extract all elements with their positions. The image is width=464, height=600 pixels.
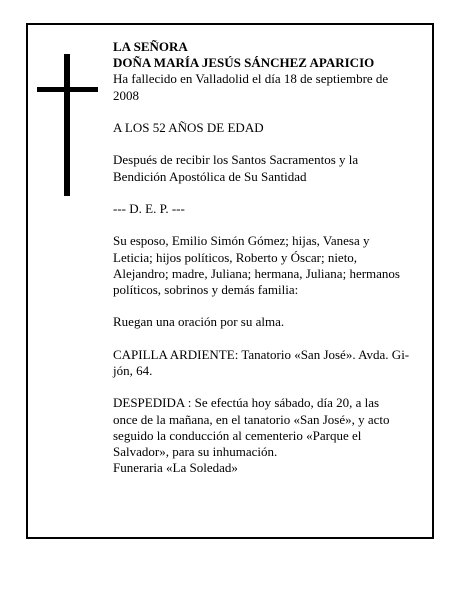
rip-line: --- D. E. P. --- xyxy=(113,200,185,216)
family-line-4: políticos, sobrinos y demás familia: xyxy=(113,281,299,297)
farewell-line-1: DESPEDIDA : Se efectúa hoy sábado, día 20, a las xyxy=(113,395,380,411)
sacraments-line-1: Después de recibir los Santos Sacramentos y la xyxy=(113,152,359,168)
prayer-line: Ruegan una oración por su alma. xyxy=(113,314,285,330)
cross-icon xyxy=(37,54,98,196)
cross-vertical-bar xyxy=(64,54,70,196)
farewell-line-3: seguido la conducción al cementerio «Parque el xyxy=(113,427,362,443)
sacraments-line-2: Bendición Apostólica de Su Santidad xyxy=(113,168,307,184)
family-line-3: Alejandro; madre, Juliana; hermana, Juliana; hermanos xyxy=(113,265,400,281)
obituary-text xyxy=(113,39,431,476)
farewell-line-4: Salvador», para su inhumación. xyxy=(113,443,278,459)
funeral-home: Funeraria «La Soledad» xyxy=(113,460,238,476)
chapel-line-2: jón, 64. xyxy=(113,362,153,378)
family-line-2: Leticia; hijos políticos, Roberto y Óscar; nieto, xyxy=(113,249,358,265)
farewell-line-2: once de la mañana, en el tanatorio «San José», y acto xyxy=(113,411,390,427)
death-line-2: 2008 xyxy=(113,87,139,103)
age-line: A LOS 52 AÑOS DE EDAD xyxy=(113,120,264,135)
title-line-1: LA SEÑORA xyxy=(113,39,188,54)
death-line-1: Ha fallecido en Valladolid el día 18 de septiembre de xyxy=(113,71,389,87)
chapel-line-1: CAPILLA ARDIENTE: Tanatorio «San José». Avda. Gi- xyxy=(113,346,410,362)
family-line-1: Su esposo, Emilio Simón Gómez; hijas, Vanesa y xyxy=(113,233,370,249)
cross-horizontal-bar xyxy=(37,87,98,92)
deceased-name: DOÑA MARÍA JESÚS SÁNCHEZ APARICIO xyxy=(113,55,375,71)
